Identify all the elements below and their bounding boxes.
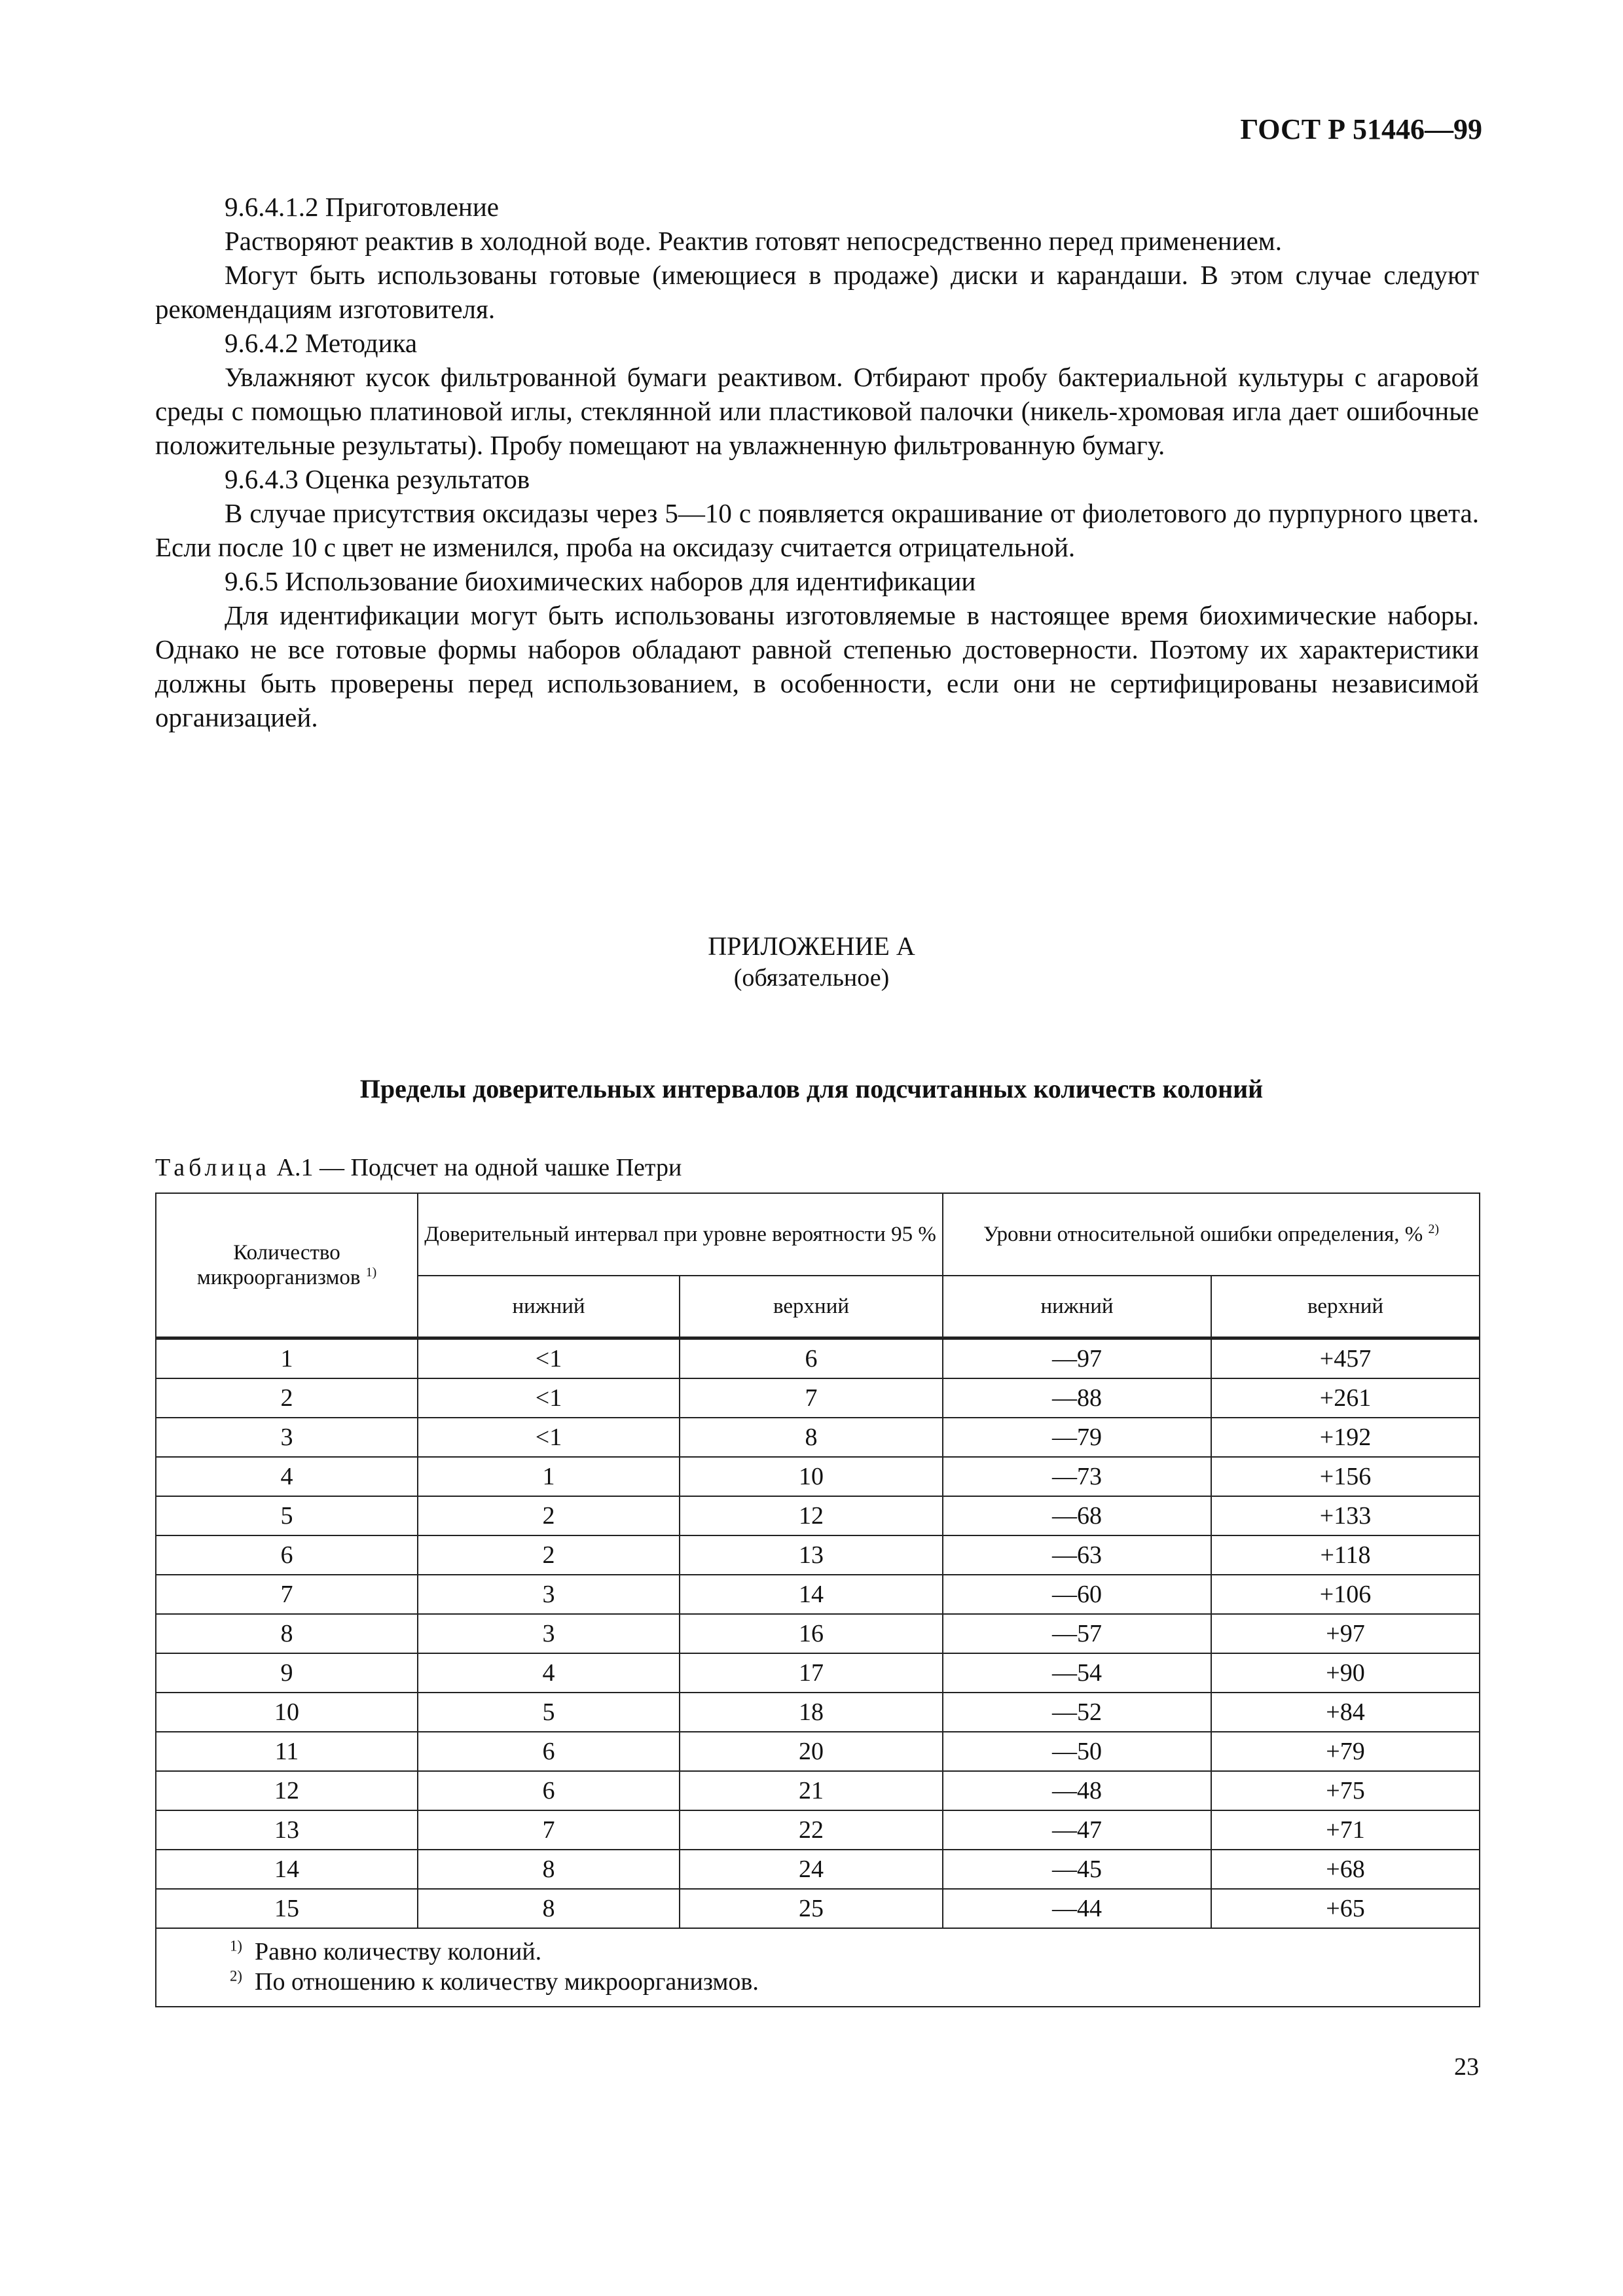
cell-interval-upper: 16 — [680, 1614, 943, 1653]
cell-count: 6 — [156, 1535, 418, 1575]
cell-error-lower: —44 — [943, 1889, 1211, 1928]
cell-error-lower: —45 — [943, 1850, 1211, 1889]
body-text — [155, 190, 1479, 734]
cell-interval-lower: 4 — [418, 1653, 680, 1693]
table-body — [156, 1338, 1480, 1929]
header-error-label: Уровни относительной ошибки определения, % — [983, 1223, 1423, 1246]
cell-error-lower: —63 — [943, 1535, 1211, 1575]
cell-interval-upper: 8 — [680, 1418, 943, 1457]
cell-count: 8 — [156, 1614, 418, 1653]
cell-error-lower: —50 — [943, 1732, 1211, 1771]
cell-error-upper: +106 — [1211, 1575, 1480, 1614]
table-caption — [155, 1153, 682, 1182]
header-interval-upper: верхний — [680, 1276, 943, 1338]
cell-count: 11 — [156, 1732, 418, 1771]
cell-count: 1 — [156, 1338, 418, 1379]
cell-interval-lower: 2 — [418, 1496, 680, 1535]
footnote-mark: 2) — [230, 1967, 242, 1984]
cell-error-upper: +457 — [1211, 1338, 1480, 1379]
cell-interval-upper: 21 — [680, 1771, 943, 1810]
header-count — [156, 1193, 418, 1338]
cell-interval-upper: 12 — [680, 1496, 943, 1535]
cell-interval-lower: 6 — [418, 1771, 680, 1810]
cell-interval-upper: 25 — [680, 1889, 943, 1928]
cell-interval-upper: 13 — [680, 1535, 943, 1575]
paragraph-heading: 9.6.5 Использование биохимических наборов для идентификации — [225, 566, 976, 596]
table-row — [156, 1378, 1480, 1418]
cell-error-lower: —57 — [943, 1614, 1211, 1653]
cell-error-upper: +156 — [1211, 1457, 1480, 1496]
header-error-upper: верхний — [1211, 1276, 1480, 1338]
table-row — [156, 1653, 1480, 1693]
header-error-lower: нижний — [943, 1276, 1211, 1338]
footnote — [230, 1967, 1479, 1997]
footnote-mark: 1) — [365, 1265, 377, 1280]
cell-count: 12 — [156, 1771, 418, 1810]
cell-count: 4 — [156, 1457, 418, 1496]
cell-error-lower: —97 — [943, 1338, 1211, 1379]
cell-error-upper: +261 — [1211, 1378, 1480, 1418]
table-row — [156, 1850, 1480, 1889]
footnote-mark: 2) — [1428, 1222, 1440, 1236]
cell-error-lower: —48 — [943, 1771, 1211, 1810]
cell-interval-lower: 2 — [418, 1535, 680, 1575]
cell-interval-lower: 6 — [418, 1732, 680, 1771]
cell-error-upper: +97 — [1211, 1614, 1480, 1653]
cell-count: 9 — [156, 1653, 418, 1693]
table-row — [156, 1810, 1480, 1850]
cell-interval-lower: 5 — [418, 1693, 680, 1732]
header-interval-lower: нижний — [418, 1276, 680, 1338]
header-interval — [418, 1193, 943, 1276]
table-caption-prefix: Таблица — [155, 1154, 271, 1181]
paragraph-heading: 9.6.4.2 Методика — [225, 328, 418, 358]
cell-interval-upper: 17 — [680, 1653, 943, 1693]
cell-interval-lower: <1 — [418, 1378, 680, 1418]
table-row — [156, 1496, 1480, 1535]
paragraph-heading: 9.6.4.1.2 Приготовление — [225, 192, 499, 222]
table-row — [156, 1693, 1480, 1732]
cell-error-lower: —73 — [943, 1457, 1211, 1496]
cell-interval-upper: 10 — [680, 1457, 943, 1496]
paragraph: Для идентификации могут быть использованы изготовляемые в настоящее время биохимические наборы. Однако не все готовые формы наборов обладают равной степенью достоверности. Поэтому их характеристики должны быть проверены перед использованием, в особенности, если они не сертифицированы независимой организацией. — [155, 600, 1479, 732]
cell-count: 13 — [156, 1810, 418, 1850]
cell-interval-lower: 8 — [418, 1850, 680, 1889]
paragraph: В случае присутствия оксидазы через 5—10 с появляется окрашивание от фиолетового до пурпурного цвета. Если после 10 с цвет не изменился, проба на оксидазу считается отрицательной. — [155, 498, 1479, 562]
paragraph-heading: 9.6.4.3 Оценка результатов — [225, 464, 530, 494]
table-row — [156, 1889, 1480, 1928]
cell-count: 7 — [156, 1575, 418, 1614]
cell-error-lower: —68 — [943, 1496, 1211, 1535]
paragraph: Увлажняют кусок фильтрованной бумаги реактивом. Отбирают пробу бактериальной культуры с агаровой среды с помощью платиновой иглы, стеклянной или пластиковой палочки (никель-хромовая игла дает ошибочные положительные результаты). Пробу помещают на увлажненную фильтрованную бумагу. — [155, 362, 1479, 460]
cell-error-upper: +90 — [1211, 1653, 1480, 1693]
section-title: Пределы доверительных интервалов для подсчитанных количеств колоний — [359, 1074, 1264, 1103]
cell-count: 10 — [156, 1693, 418, 1732]
cell-interval-lower: 1 — [418, 1457, 680, 1496]
document-id: ГОСТ Р 51446—99 — [1240, 113, 1482, 145]
cell-interval-lower: 7 — [418, 1810, 680, 1850]
header-interval-label: Доверительный интервал при уровне вероятности 95 % — [424, 1223, 936, 1246]
cell-interval-upper: 24 — [680, 1850, 943, 1889]
cell-error-upper: +65 — [1211, 1889, 1480, 1928]
table-row — [156, 1732, 1480, 1771]
cell-interval-lower: 3 — [418, 1614, 680, 1653]
cell-error-upper: +133 — [1211, 1496, 1480, 1535]
cell-error-lower: —79 — [943, 1418, 1211, 1457]
table-row — [156, 1418, 1480, 1457]
cell-interval-upper: 18 — [680, 1693, 943, 1732]
footnote — [230, 1937, 1479, 1967]
table-row — [156, 1614, 1480, 1653]
cell-interval-upper: 6 — [680, 1338, 943, 1379]
page-number: 23 — [1454, 2053, 1479, 2081]
table-row — [156, 1771, 1480, 1810]
footnote-mark: 1) — [230, 1937, 242, 1954]
cell-error-lower: —47 — [943, 1810, 1211, 1850]
table-caption-text: А.1 — Подсчет на одной чашке Петри — [270, 1154, 682, 1181]
cell-error-lower: —54 — [943, 1653, 1211, 1693]
cell-error-upper: +75 — [1211, 1771, 1480, 1810]
header-error — [943, 1193, 1480, 1276]
cell-error-upper: +118 — [1211, 1535, 1480, 1575]
cell-error-upper: +84 — [1211, 1693, 1480, 1732]
table-row — [156, 1457, 1480, 1496]
cell-error-upper: +71 — [1211, 1810, 1480, 1850]
cell-interval-lower: <1 — [418, 1418, 680, 1457]
cell-error-lower: —60 — [943, 1575, 1211, 1614]
cell-count: 3 — [156, 1418, 418, 1457]
cell-error-upper: +192 — [1211, 1418, 1480, 1457]
table-row — [156, 1535, 1480, 1575]
cell-interval-upper: 22 — [680, 1810, 943, 1850]
cell-error-lower: —88 — [943, 1378, 1211, 1418]
cell-count: 2 — [156, 1378, 418, 1418]
cell-interval-lower: 3 — [418, 1575, 680, 1614]
table-row — [156, 1338, 1480, 1379]
footnote-text: Равно количеству колоний. — [255, 1938, 542, 1965]
header-count-label: Количество микроорганизмов — [196, 1241, 361, 1289]
confidence-interval-table — [155, 1193, 1480, 2007]
cell-interval-lower: <1 — [418, 1338, 680, 1379]
table-footnotes — [156, 1928, 1480, 2007]
table-row — [156, 1575, 1480, 1614]
paragraph: Растворяют реактив в холодной воде. Реактив готовят непосредственно перед применением. — [225, 226, 1282, 256]
cell-interval-upper: 20 — [680, 1732, 943, 1771]
cell-error-upper: +79 — [1211, 1732, 1480, 1771]
cell-interval-upper: 14 — [680, 1575, 943, 1614]
cell-count: 15 — [156, 1889, 418, 1928]
cell-interval-upper: 7 — [680, 1378, 943, 1418]
appendix-subtitle: (обязательное) — [733, 964, 890, 992]
appendix-title: ПРИЛОЖЕНИЕ А — [708, 931, 915, 961]
cell-count: 14 — [156, 1850, 418, 1889]
paragraph: Могут быть использованы готовые (имеющиеся в продаже) диски и карандаши. В этом случае следуют рекомендациям изготовителя. — [155, 260, 1479, 324]
cell-error-lower: —52 — [943, 1693, 1211, 1732]
footnote-text: По отношению к количеству микроорганизмов. — [255, 1968, 759, 1996]
cell-interval-lower: 8 — [418, 1889, 680, 1928]
cell-count: 5 — [156, 1496, 418, 1535]
cell-error-upper: +68 — [1211, 1850, 1480, 1889]
